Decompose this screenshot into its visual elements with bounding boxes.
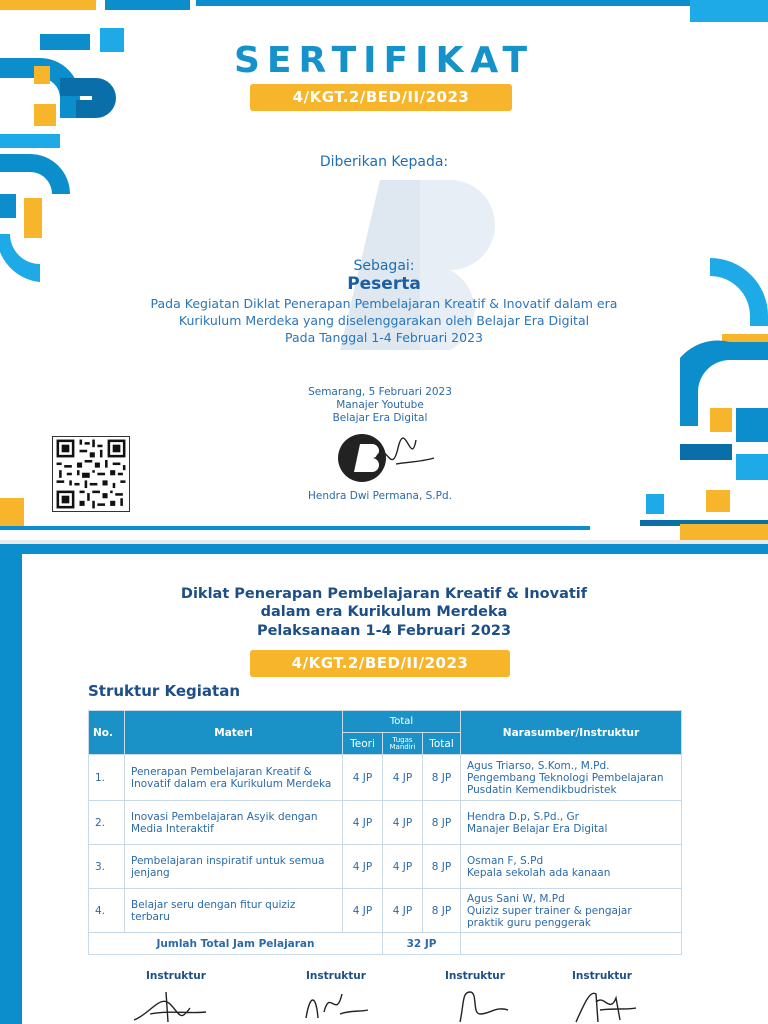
narasumber-line: Agus Triarso, S.Kom., M.Pd. (467, 759, 610, 772)
row-tugas: 4 JP (383, 801, 423, 845)
total-empty (461, 933, 682, 955)
narasumber-line: praktik guru penggerak (467, 916, 591, 929)
table-row (89, 845, 682, 889)
row-no: 1. (89, 755, 125, 801)
col-header: Materi (125, 711, 343, 755)
as-label: Sebagai: (353, 258, 415, 274)
table-row (89, 755, 682, 801)
decor-bar (105, 0, 190, 10)
row-total: 8 JP (423, 801, 461, 845)
decor-bar (0, 0, 96, 10)
certificate-title: SERTIFIKAT (233, 40, 535, 81)
row-total: 8 JP (423, 845, 461, 889)
row-narasumber (461, 845, 682, 889)
decor-bar (196, 0, 690, 6)
given-to-label: Diberikan Kepada: (319, 154, 449, 170)
row-materi: Inovasi Pembelajaran Asyik dengan Media Interaktif (125, 801, 343, 845)
row-no: 4. (89, 889, 125, 933)
col-header: Total (343, 711, 461, 733)
row-tugas: 4 JP (383, 845, 423, 889)
row-tugas: 4 JP (383, 755, 423, 801)
instructor-label: Instruktur (445, 970, 505, 982)
structure-number: 4/KGT.2/BED/II/2023 (250, 650, 510, 677)
instructor-signature (130, 984, 210, 1024)
col-header (383, 733, 423, 755)
row-materi: Belajar seru dengan fitur quiziz terbaru (125, 889, 343, 933)
instructor-label: Instruktur (572, 970, 632, 982)
activity-table (88, 710, 682, 955)
description-line: Pada Tanggal 1-4 Februari 2023 (285, 330, 483, 345)
narasumber-line: Pengembang Teknologi Pembelajaran (467, 771, 664, 784)
narasumber-line: Hendra D.p, S.Pd., Gr (467, 810, 579, 823)
description-line: Kurikulum Merdeka yang diselenggarakan oleh Belajar Era Digital (178, 313, 590, 328)
activity-structure-page (0, 544, 768, 1024)
row-materi: Penerapan Pembelajaran Kreatif & Inovatif dalam era Kurikulum Merdeka (125, 755, 343, 801)
section-title: Struktur Kegiatan (88, 682, 240, 700)
col-header-label: Tugas Mandiri (389, 735, 416, 751)
structure-heading: Pelaksanaan 1-4 Februari 2023 (256, 623, 512, 639)
narasumber-line: Pusdatin Kemendikbudristek (467, 783, 617, 796)
total-row (89, 933, 682, 955)
structure-heading: dalam era Kurikulum Merdeka (260, 604, 508, 620)
certificate-number: 4/KGT.2/BED/II/2023 (250, 84, 512, 111)
structure-heading: Diklat Penerapan Pembelajaran Kreatif & Inovatif (180, 586, 588, 602)
row-teori: 4 JP (343, 845, 383, 889)
narasumber-line: Manajer Belajar Era Digital (467, 822, 608, 835)
row-no: 3. (89, 845, 125, 889)
row-materi: Pembelajaran inspiratif untuk semua jenjang (125, 845, 343, 889)
col-header: No. (89, 711, 125, 755)
instructor-label: Instruktur (146, 970, 206, 982)
row-teori: 4 JP (343, 755, 383, 801)
decor-bar (0, 526, 590, 530)
row-teori: 4 JP (343, 801, 383, 845)
narasumber-line: Osman F, S.Pd (467, 854, 544, 867)
place-date: Semarang, 5 Februari 2023 (308, 386, 452, 398)
row-narasumber (461, 801, 682, 845)
instructor-signature (570, 984, 640, 1024)
row-narasumber (461, 755, 682, 801)
decor-bar (22, 544, 768, 554)
total-value: 32 JP (383, 933, 461, 955)
qr-code (52, 436, 130, 512)
total-label: Jumlah Total Jam Pelajaran (89, 933, 383, 955)
role-label: Peserta (347, 274, 421, 294)
row-teori: 4 JP (343, 889, 383, 933)
row-total: 8 JP (423, 889, 461, 933)
instructor-label: Instruktur (306, 970, 366, 982)
col-header: Total (423, 733, 461, 755)
row-tugas: 4 JP (383, 889, 423, 933)
row-narasumber (461, 889, 682, 933)
instructor-signature (300, 984, 370, 1024)
col-header: Teori (343, 733, 383, 755)
signer-name: Hendra Dwi Permana, S.Pd. (307, 490, 452, 502)
instructor-signature (450, 984, 520, 1024)
table-row (89, 801, 682, 845)
table-row (89, 889, 682, 933)
col-header: Narasumber/Instruktur (461, 711, 682, 755)
stamp-signature (336, 428, 436, 488)
decor-bar (690, 0, 768, 22)
description-line: Pada Kegiatan Diklat Penerapan Pembelajaran Kreatif & Inovatif dalam era (150, 296, 618, 311)
narasumber-line: Quiziz super trainer & pengajar (467, 904, 632, 917)
signer-org: Belajar Era Digital (332, 412, 428, 424)
narasumber-line: Agus Sani W, M.Pd (467, 892, 565, 905)
row-total: 8 JP (423, 755, 461, 801)
decor-bar (680, 524, 768, 540)
signer-position: Manajer Youtube (336, 399, 424, 411)
row-no: 2. (89, 801, 125, 845)
narasumber-line: Kepala sekolah ada kanaan (467, 866, 611, 879)
